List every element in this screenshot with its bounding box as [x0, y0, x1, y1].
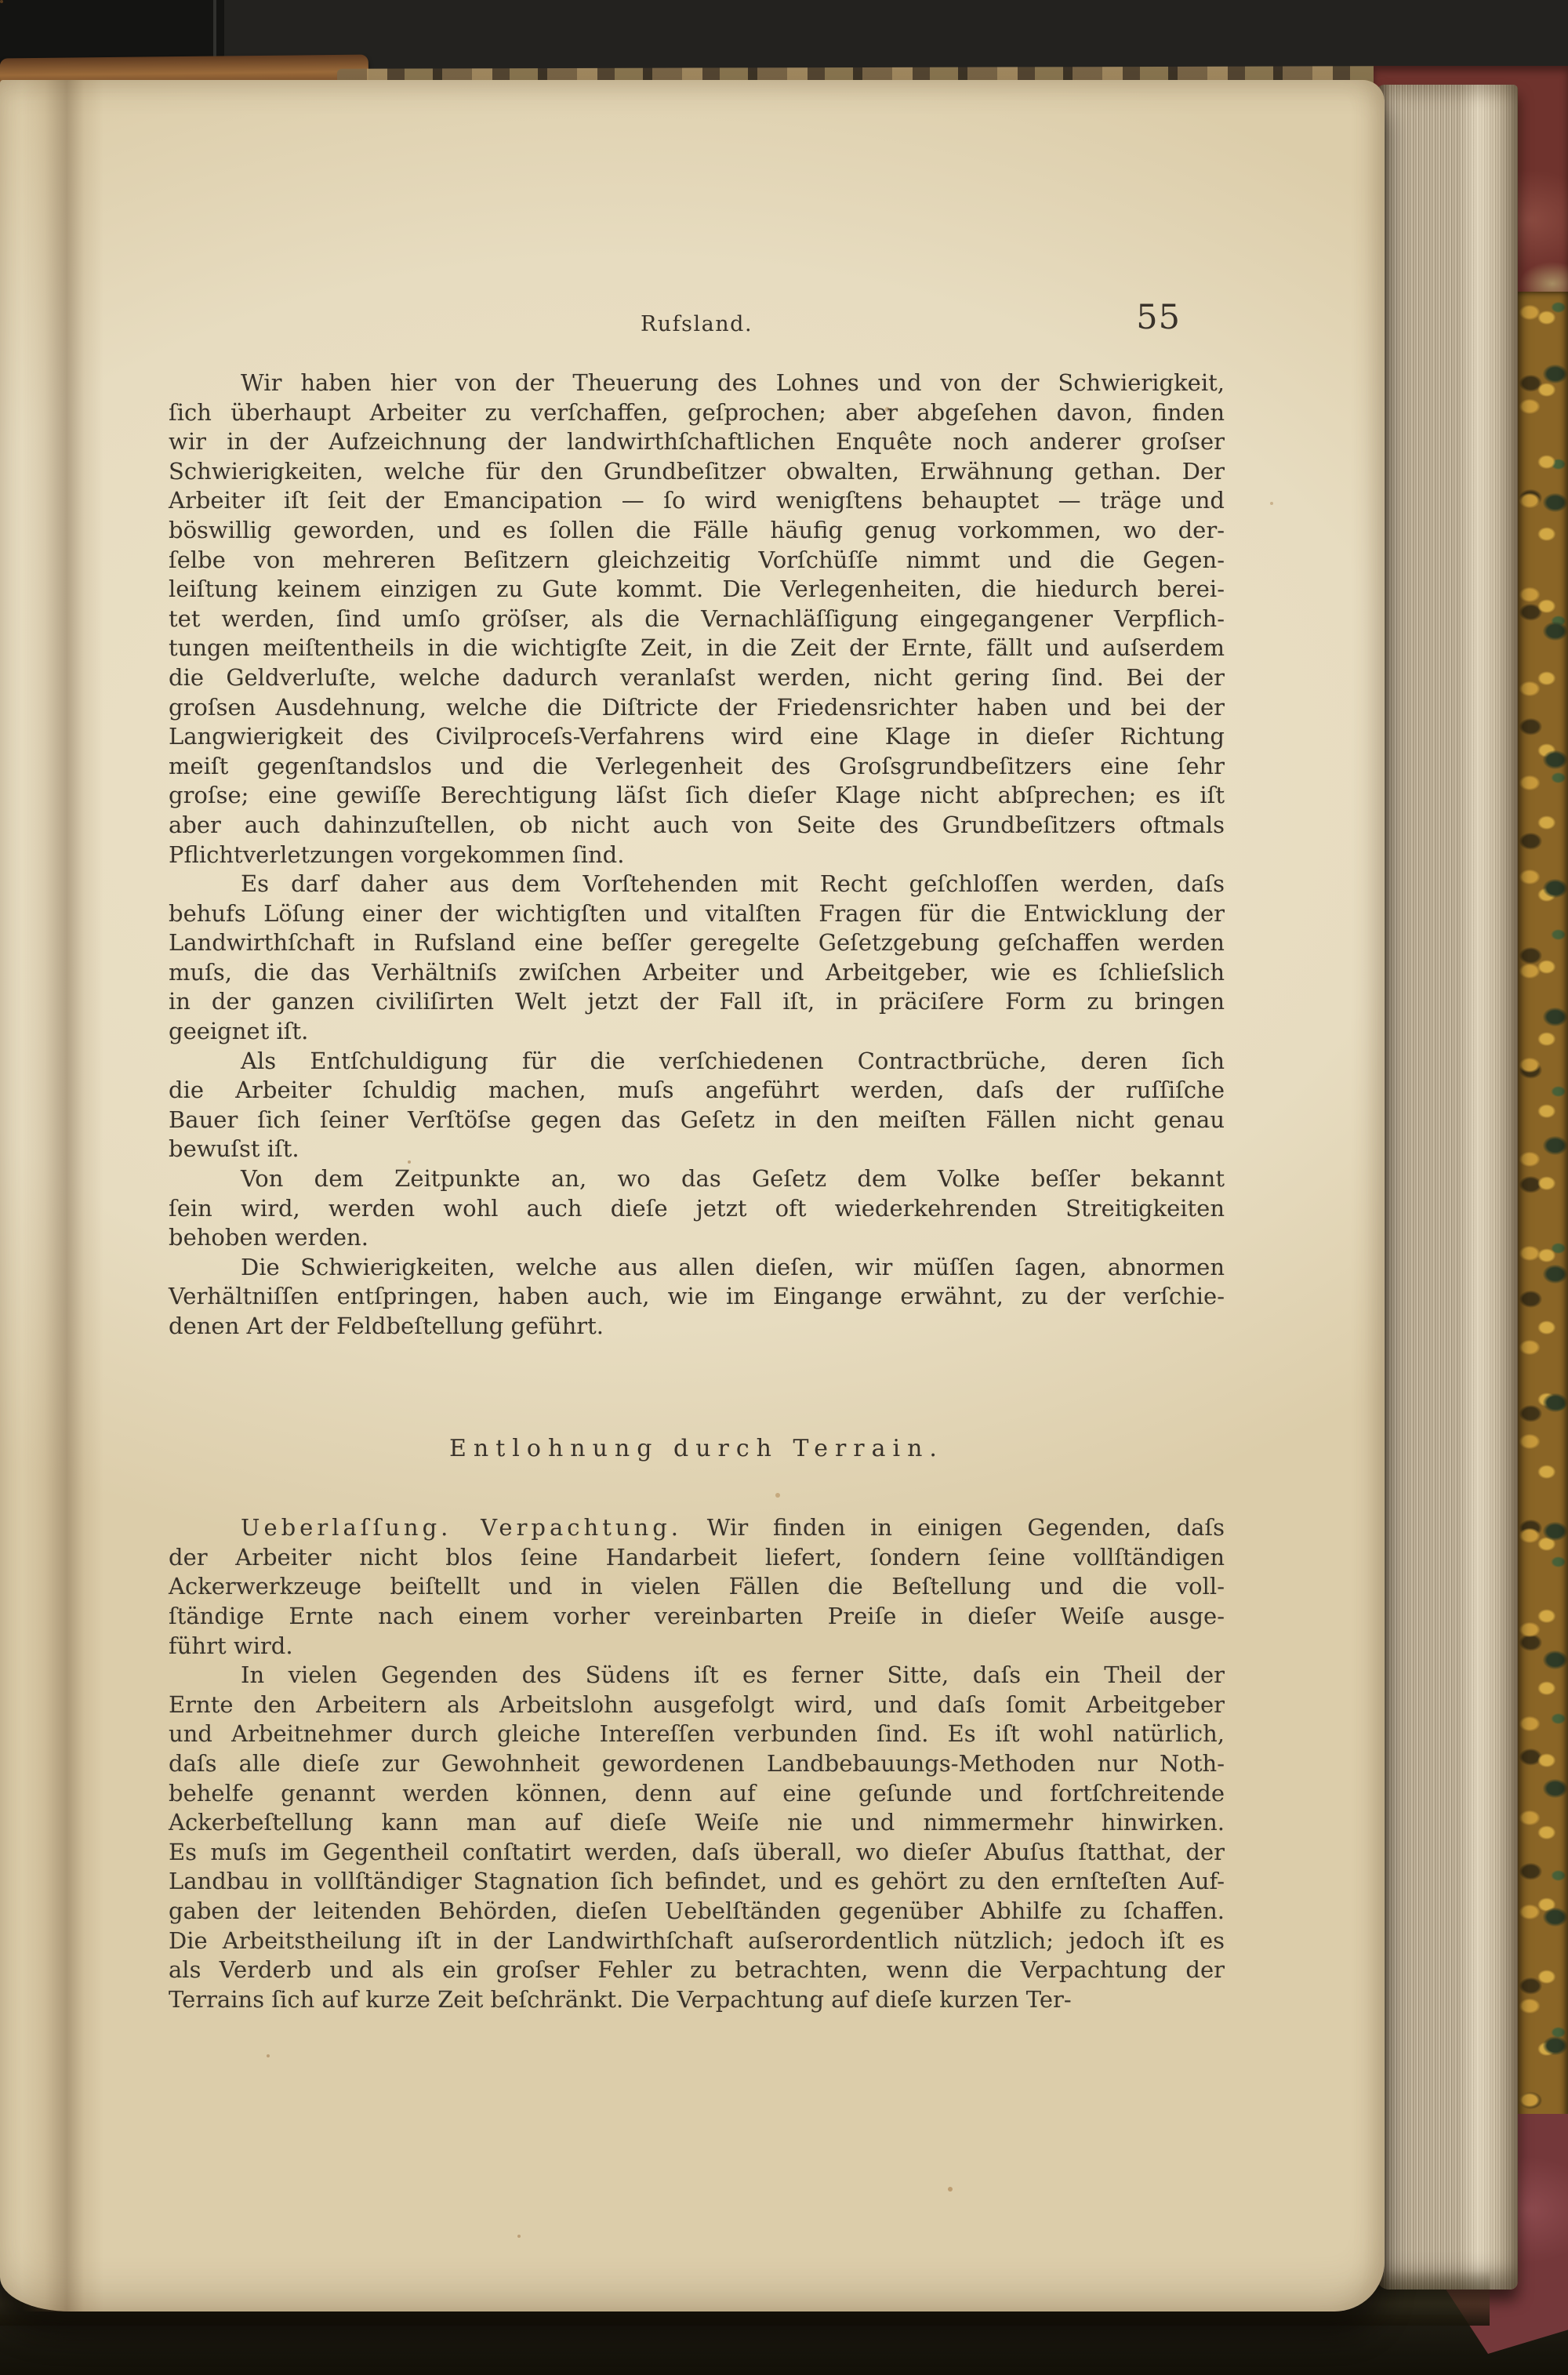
text-line: Ackerwerkzeuge beiſtellt und in vielen Fällen die Beſtellung und die voll-: [169, 1573, 1225, 1600]
spaced-lead: Ueberlaſſung. Verpachtung.: [241, 1514, 682, 1542]
text-line: leiſtung keinem einzigen zu Gute kommt. Die Verlegenheiten, die hiedurch berei-: [169, 576, 1225, 603]
text-line: Die Schwierigkeiten, welche aus allen dieſen, wir müſſen ſagen, abnormen: [241, 1253, 1225, 1280]
text-line: ſich überhaupt Arbeiter zu verſchaffen, geſprochen; aber abgeſehen davon, finden: [169, 398, 1225, 426]
text-line: groſse; eine gewiſſe Berechtigung läſst ſich dieſer Klage nicht abſprechen; es iſt: [169, 782, 1225, 809]
text-line: die Geldverluſte, welche dadurch veranlaſst werden, nicht gering ſind. Bei der: [169, 663, 1225, 691]
text-line: die Arbeiter ſchuldig machen, muſs angeführt werden, daſs der ruſſiſche: [169, 1077, 1225, 1104]
text-line: Verhältniſſen entſpringen, haben auch, wie im Eingange erwähnt, zu der verſchie-: [169, 1283, 1225, 1310]
text-line: und Arbeitnehmer durch gleiche Intereſſen verbunden ſind. Es iſt wohl natürlich,: [169, 1720, 1225, 1748]
text-line: wir in der Aufzeichnung der landwirthſchaftlichen Enquête noch anderer groſser: [169, 428, 1225, 456]
text-line: Langwierigkeit des Civilproceſs-Verfahrens wird eine Klage in dieſer Richtung: [169, 723, 1225, 750]
text-line: ſelbe von mehreren Beſitzern gleichzeitig Vorſchüſſe nimmt und die Gegen-: [169, 546, 1225, 573]
text-line: Schwierigkeiten, welche für den Grundbeſitzer obwalten, Erwähnung gethan. Der: [169, 457, 1225, 485]
text-line: denen Art der Feldbeſtellung geführt.: [169, 1313, 604, 1339]
text-line: Es muſs im Gegentheil conſtatirt werden, daſs überall, wo dieſer Abuſus ſtatthat, der: [169, 1838, 1225, 1865]
text-line: Arbeiter iſt ſeit der Emancipation — ſo wird wenigſtens behauptet — träge und: [169, 487, 1225, 514]
text-line: daſs alle dieſe zur Gewohnheit gewordenen Landbebauungs-Methoden nur Noth-: [169, 1749, 1225, 1777]
text-line: ſtändige Ernte nach einem vorher vereinbarten Preiſe in dieſer Weiſe ausge-: [169, 1602, 1225, 1629]
text-line: meiſt gegenſtandslos und die Verlegenheit des Groſsgrundbeſitzers eine ſehr: [169, 752, 1225, 779]
text-line: tet werden, ſind umſo gröſser, als die Vernachläſſigung eingegangener Verpflich-: [169, 605, 1225, 632]
paragraph: [169, 1513, 1225, 1661]
page-number: 55: [1136, 298, 1181, 337]
text-line: Landbau in vollſtändiger Stagnation ſich befindet, und es gehört zu den ernſteſten Auf-: [169, 1868, 1225, 1895]
section-heading: Entlohnung durch Terrain.: [449, 1434, 944, 1462]
page-content: [0, 80, 1385, 2311]
text-line: Die Arbeitstheilung iſt in der Landwirthſchaft auſserordentlich nützlich; jedoch iſt es: [169, 1927, 1225, 1954]
text-line: Pflichtverletzungen vorgekommen ſind.: [169, 841, 625, 868]
text-line: Ernte den Arbeitern als Arbeitslohn ausgefolgt wird, und daſs ſomit Arbeitgeber: [169, 1690, 1225, 1718]
text-line: Ueberlaſſung. Verpachtung. Wir finden in einigen Gegenden, daſs: [241, 1514, 1225, 1542]
text-line: geeignet iſt.: [169, 1018, 309, 1045]
text-line: der Arbeiter nicht blos ſeine Handarbeit liefert, ſondern ſeine vollſtändigen: [169, 1543, 1225, 1571]
paragraph: [169, 870, 1225, 1047]
text-line: muſs, die das Verhältniſs zwiſchen Arbeiter und Arbeitgeber, wie es ſchlieſslich: [169, 958, 1225, 986]
text-line: führt wird.: [169, 1632, 293, 1659]
text-line: Als Entſchuldigung für die verſchiedenen Contractbrüche, deren ſich: [241, 1047, 1225, 1074]
text-line: aber auch dahinzuſtellen, ob nicht auch von Seite des Grundbeſitzers oftmals: [169, 811, 1225, 838]
paragraph: [169, 369, 1225, 870]
text-line: In vielen Gegenden des Südens iſt es ferner Sitte, daſs ein Theil der: [241, 1661, 1225, 1689]
page-stack-fore-edge: [1377, 85, 1518, 2290]
text-line: in der ganzen civiliſirten Welt jetzt der Fall iſt, in präciſere Form zu bringen: [169, 988, 1225, 1015]
text-line: Landwirthſchaft in Rufsland eine beſſer geregelte Geſetzgebung geſchaffen werden: [169, 929, 1225, 957]
text-line: Es darf daher aus dem Vorſtehenden mit Recht geſchloſſen werden, daſs: [241, 870, 1225, 898]
running-title: Rufsland.: [640, 312, 753, 336]
running-header: [169, 298, 1225, 350]
text-line: behoben werden.: [169, 1224, 368, 1251]
paper-specks: [0, 0, 3, 3]
text-line: Terrains ſich auf kurze Zeit beſchränkt. Die Verpachtung auf dieſe kurzen Ter-: [169, 1985, 1072, 2013]
text-line: groſsen Ausdehnung, welche die Diſtricte der Friedensrichter haben und bei der: [169, 693, 1225, 721]
text-line: Ackerbeſtellung kann man auf dieſe Weiſe nie und nimmermehr hinwirken.: [169, 1809, 1225, 1836]
text-line: ſein wird, werden wohl auch dieſe jetzt oft wiederkehrenden Streitigkeiten: [169, 1194, 1225, 1222]
paragraph: [169, 1661, 1225, 2014]
text-line: als Verderb und als ein groſser Fehler zu betrachten, wenn die Verpachtung der: [169, 1956, 1225, 1984]
text-line: Wir haben hier von der Theuerung des Lohnes und von der Schwierigkeit,: [241, 369, 1225, 396]
text-line: gaben der leitenden Behörden, dieſen Uebelſtänden gegenüber Abhilfe zu ſchaffen.: [169, 1897, 1225, 1924]
text-line: tungen meiſtentheils in die wichtigſte Zeit, in die Zeit der Ernte, fällt und auſserdem: [169, 634, 1225, 662]
text-line: behelfe genannt werden können, denn auf eine geſunde und fortſchreitende: [169, 1779, 1225, 1807]
paragraph: [169, 1047, 1225, 1164]
paragraph: [169, 1253, 1225, 1342]
body-flow: [169, 369, 1225, 2014]
text-line: behufs Löſung einer der wichtigſten und vitalſten Fragen für die Entwicklung der: [169, 899, 1225, 927]
text-line: Bauer ſich ſeiner Verſtöſse gegen das Geſetz in den meiſten Fällen nicht genau: [169, 1106, 1225, 1133]
text-line: bewuſst iſt.: [169, 1135, 299, 1163]
text-line: böswillig geworden, und es ſollen die Fälle häufig genug vorkommen, wo der-: [169, 516, 1225, 543]
paragraph: [169, 1164, 1225, 1253]
marbled-cover-edge: [1515, 292, 1568, 2130]
text-line: Von dem Zeitpunkte an, wo das Geſetz dem Volke beſſer bekannt: [241, 1165, 1225, 1193]
